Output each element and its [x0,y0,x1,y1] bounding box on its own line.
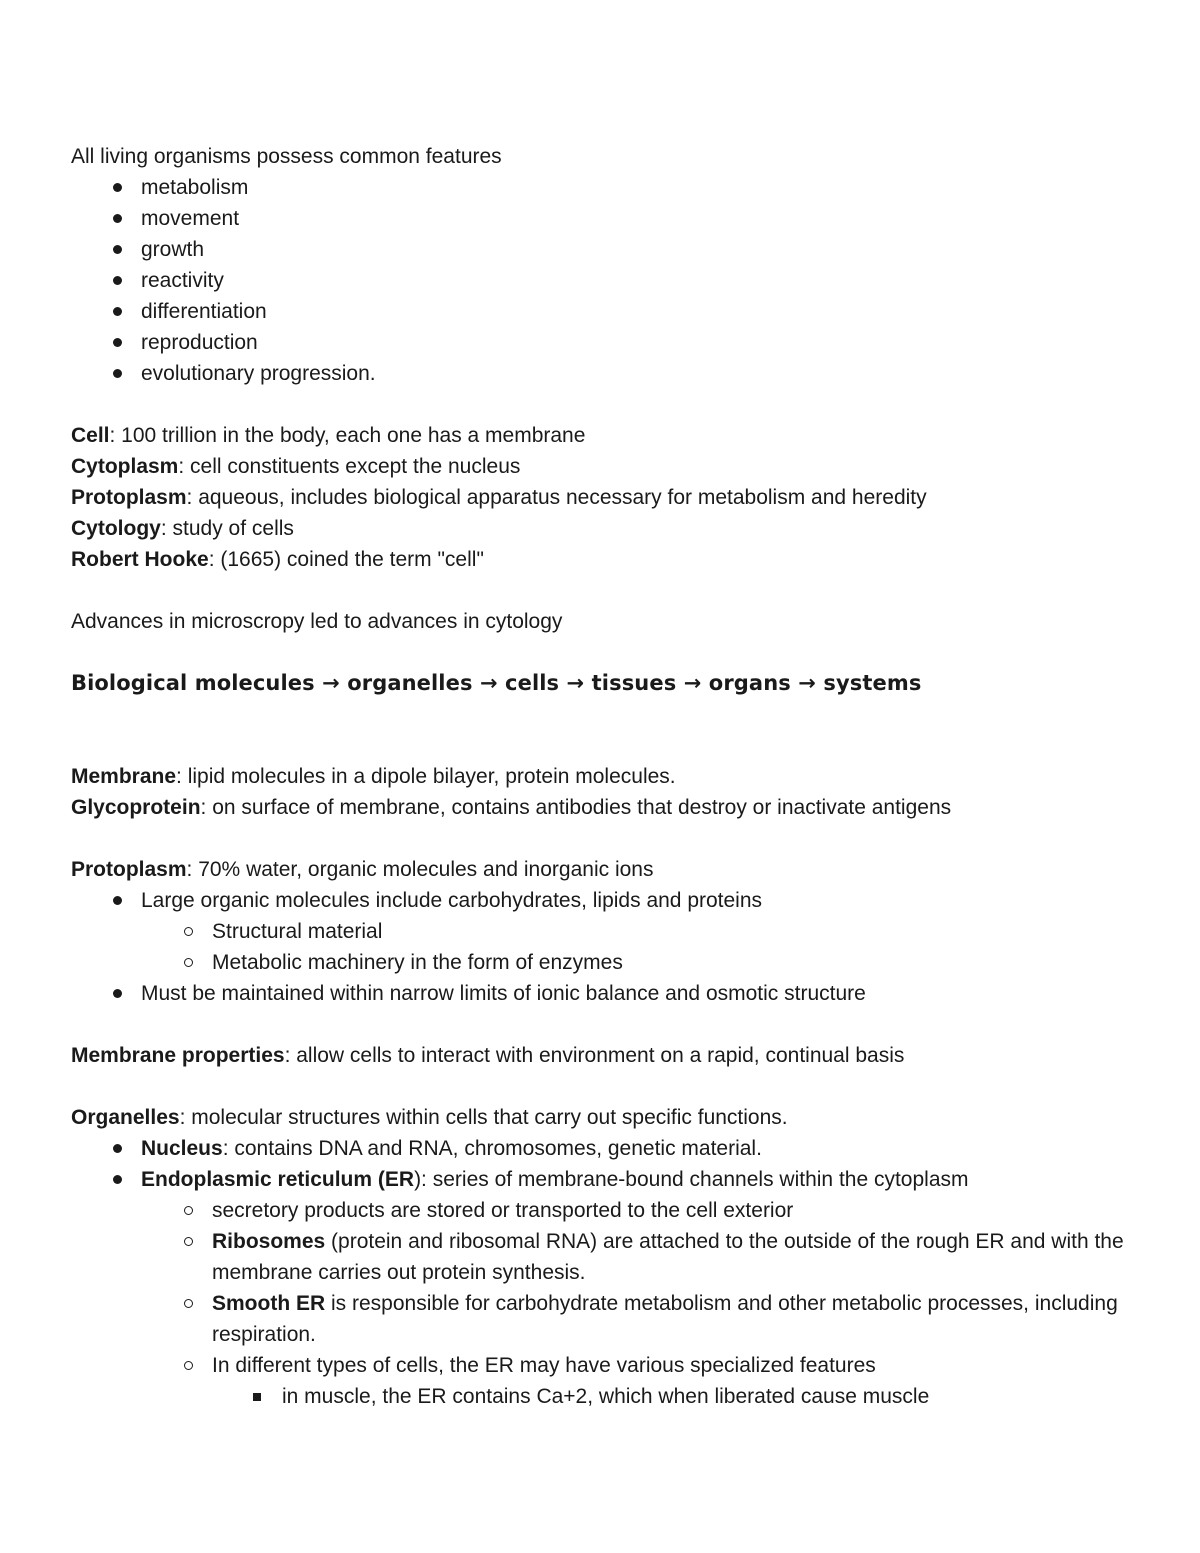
list-item: evolutionary progression. [71,358,1151,389]
definition-robert-hooke: Robert Hooke: (1665) coined the term "cell" [71,548,484,571]
list-item: in muscle, the ER contains Ca+2, which when liberated cause muscle [71,1381,1151,1412]
list-item: growth [71,234,1151,265]
list-item: reactivity [71,265,1151,296]
circle-bullet-icon [178,1195,198,1226]
bullet-icon [107,1164,127,1195]
bullet-icon [107,234,127,265]
list-item: Nucleus: contains DNA and RNA, chromosomes, genetic material. [71,1133,1151,1164]
list-item: Smooth ER is responsible for carbohydrate metabolism and other metabolic processes, including respiration. [71,1288,1151,1350]
definition-cytology: Cytology: study of cells [71,517,294,540]
microscopy-line: Advances in microscropy led to advances in cytology [71,610,563,633]
organelles-list [71,1133,1151,1412]
circle-bullet-icon [178,1288,198,1319]
definition-cell: Cell: 100 trillion in the body, each one has a membrane [71,424,586,447]
protoplasm-list [71,885,1151,1009]
list-item: movement [71,203,1151,234]
list-item: differentiation [71,296,1151,327]
definition-protoplasm-composition: Protoplasm: 70% water, organic molecules and inorganic ions [71,858,654,881]
definition-membrane: Membrane: lipid molecules in a dipole bilayer, protein molecules. [71,765,676,788]
bullet-icon [107,978,127,1009]
definition-protoplasm: Protoplasm: aqueous, includes biological apparatus necessary for metabolism and heredity [71,486,927,509]
list-item: Must be maintained within narrow limits of ionic balance and osmotic structure [71,978,1151,1009]
square-bullet-icon [247,1381,267,1412]
list-item: In different types of cells, the ER may have various specialized features [71,1350,1151,1381]
list-item: secretory products are stored or transported to the cell exterior [71,1195,1151,1226]
document-body [71,141,1151,1412]
bullet-icon [107,1133,127,1164]
definition-organelles: Organelles: molecular structures within cells that carry out specific functions. [71,1106,788,1129]
definition-cytoplasm: Cytoplasm: cell constituents except the nucleus [71,455,521,478]
definition-membrane-properties: Membrane properties: allow cells to interact with environment on a rapid, continual basis [71,1044,905,1067]
bullet-icon [107,172,127,203]
bullet-icon [107,327,127,358]
circle-bullet-icon [178,1350,198,1381]
circle-bullet-icon [178,916,198,947]
definition-glycoprotein: Glycoprotein: on surface of membrane, contains antibodies that destroy or inactivate antigens [71,796,952,819]
features-list [71,172,1151,389]
list-item: Large organic molecules include carbohydrates, lipids and proteins [71,885,1151,916]
list-item: Endoplasmic reticulum (ER): series of membrane-bound channels within the cytoplasm [71,1164,1151,1195]
list-item: Ribosomes (protein and ribosomal RNA) are attached to the outside of the rough ER and with the membrane carries out protein synthesis. [71,1226,1151,1288]
list-item: reproduction [71,327,1151,358]
bullet-icon [107,885,127,916]
circle-bullet-icon [178,1226,198,1257]
list-item: metabolism [71,172,1151,203]
intro-heading: All living organisms possess common features [71,145,502,168]
bullet-icon [107,296,127,327]
bullet-icon [107,265,127,296]
list-item: Structural material [71,916,1151,947]
list-item: Metabolic machinery in the form of enzymes [71,947,1151,978]
bullet-icon [107,358,127,389]
hierarchy-heading: Biological molecules → organelles → cells → tissues → organs → systems [71,671,922,695]
circle-bullet-icon [178,947,198,978]
bullet-icon [107,203,127,234]
